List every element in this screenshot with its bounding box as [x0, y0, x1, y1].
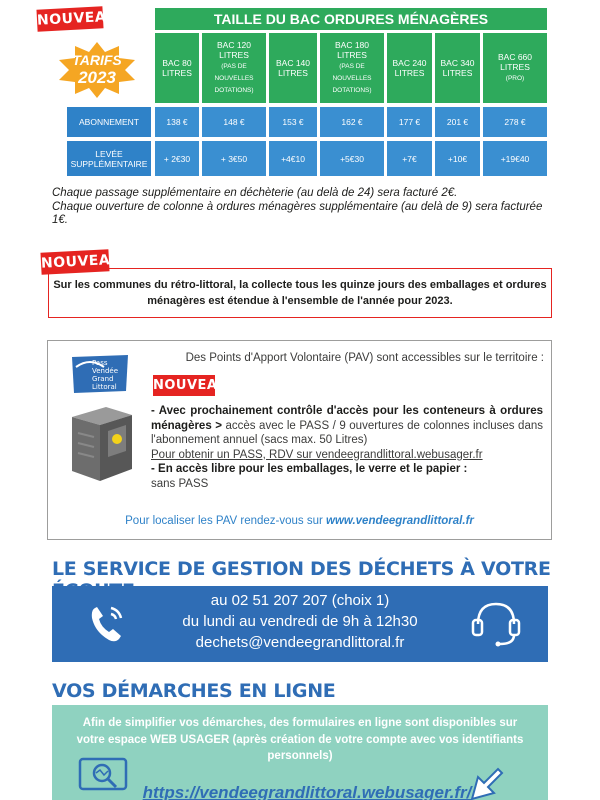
table-cell: + 3€50 [202, 141, 266, 176]
table-cell: 162 € [320, 107, 384, 137]
column-note: (PAS DE NOUVELLES DOTATIONS) [332, 63, 372, 94]
table-cell: +5€30 [320, 141, 384, 176]
logo-line: Pass [92, 359, 108, 367]
table-cell: 148 € [202, 107, 266, 137]
service-heading: LE SERVICE DE GESTION DES DÉCHETS À VOTRE [52, 558, 551, 580]
table-cell: 201 € [435, 107, 480, 137]
new-badge-top: NOUVEAU [36, 6, 103, 31]
note-line: Chaque ouverture de colonne à ordures ménagères supplémentaire (au delà de 9) sera facturée 1€. [52, 200, 543, 226]
tarifs-label: TARIFS [72, 52, 122, 68]
service-phone: au 02 51 207 207 (choix 1) [210, 592, 390, 609]
table-cell: 278 € [483, 107, 547, 137]
column-label: BAC 80 LITRES [162, 58, 192, 78]
pav-locate [47, 515, 552, 527]
pav-bullet1-text: accès avec le PASS / 9 ouvertures de colonnes incluses dans l'abonnement annuel (sacs max. 50 Litres) [151, 419, 543, 446]
column-label: BAC 340 LITRES [440, 58, 475, 78]
table-cell: +7€ [387, 141, 432, 176]
table-cell: +10€ [435, 141, 480, 176]
table-title: TAILLE DU BAC ORDURES MÉNAGÈRES [155, 8, 547, 30]
headset-icon [468, 598, 524, 650]
demarches-box [52, 705, 548, 800]
pav-bullet2-text: sans PASS [151, 477, 209, 490]
pav-locate-text: Pour localiser les PAV rendez-vous sur [125, 515, 327, 527]
column-label: BAC 120 LITRES [216, 40, 252, 60]
new-badge-middle: NOUVEAU [40, 249, 109, 275]
service-contact-box [52, 586, 548, 662]
retro-littoral-text: Sur les communes du rétro-littoral, la collecte tous les quinze jours des emballages et ordures ménagères est étendue à l'ensemble de l'année pour 2023. [53, 279, 547, 307]
pav-bullet2-bold: - En accès libre pour les emballages, le verre et le papier : [151, 463, 468, 475]
pav-details [151, 404, 543, 491]
pass-vendee-logo-icon [70, 353, 130, 395]
table-cell: +19€40 [483, 141, 547, 176]
table-cell: + 2€30 [155, 141, 199, 176]
pav-intro: Des Points d'Apport Volontaire (PAV) sont accessibles sur le territoire : [185, 352, 544, 364]
row-header-abonnement: ABONNEMENT [67, 107, 151, 137]
table-cell: 138 € [155, 107, 199, 137]
tarifs-year: 2023 [78, 68, 116, 87]
service-hours: du lundi au vendredi de 9h à 12h30 [182, 613, 418, 630]
cursor-arrow-icon [468, 767, 504, 800]
column-header-180 [320, 33, 384, 103]
pav-bullet1-bold: - Avec prochainement contrôle d'accès pour les conteneurs à ordures ménagères > [151, 405, 543, 432]
surcharge-notes [52, 187, 552, 228]
logo-line: Littoral [92, 383, 117, 391]
column-header-140 [269, 33, 317, 103]
column-header-80 [155, 33, 199, 103]
tarifs-2023-star [55, 40, 139, 100]
table-cell: 177 € [387, 107, 432, 137]
column-header-120 [202, 33, 266, 103]
service-email[interactable]: dechets@vendeegrandlittoral.fr [195, 634, 405, 651]
column-note: (PAS DE NOUVELLES DOTATIONS) [214, 63, 254, 94]
container-bin-icon [66, 403, 138, 485]
computer-search-icon [78, 757, 130, 799]
demarches-text: Afin de simplifier vos démarches, des formulaires en ligne sont disponibles sur votre espace WEB USAGER (après création de votre compte avec vos identifiants personnels) [76, 717, 524, 762]
column-note: (PRO) [505, 75, 525, 82]
column-label: BAC 240 LITRES [392, 58, 427, 78]
table-cell: 153 € [269, 107, 317, 137]
column-label: BAC 140 LITRES [275, 58, 311, 78]
pav-locate-link[interactable]: www.vendeegrandlittoral.fr [326, 515, 474, 527]
column-header-660 [483, 33, 547, 103]
row-header-levee: LEVÉE SUPPLÉMENTAIRE [67, 141, 151, 176]
column-header-340 [435, 33, 480, 103]
column-header-240 [387, 33, 432, 103]
logo-line: Vendée [92, 367, 119, 375]
note-line: Chaque passage supplémentaire en déchèterie (au delà de 24) sera facturé 2€. [52, 187, 458, 199]
pav-pass-link[interactable]: Pour obtenir un PASS, RDV sur vendeegrandlittoral.webusager.fr [151, 448, 483, 461]
logo-line: Grand [92, 375, 114, 383]
table-cell: +4€10 [269, 141, 317, 176]
column-label: BAC 180 LITRES [334, 40, 370, 60]
demarches-heading: VOS DÉMARCHES EN LIGNE [52, 680, 336, 702]
column-label: BAC 660 LITRES [497, 52, 533, 72]
new-badge-pav: NOUVEAU [153, 375, 215, 396]
retro-littoral-notice [48, 268, 552, 318]
webusager-link[interactable]: https://vendeegrandlittoral.webusager.fr/ [142, 783, 472, 800]
